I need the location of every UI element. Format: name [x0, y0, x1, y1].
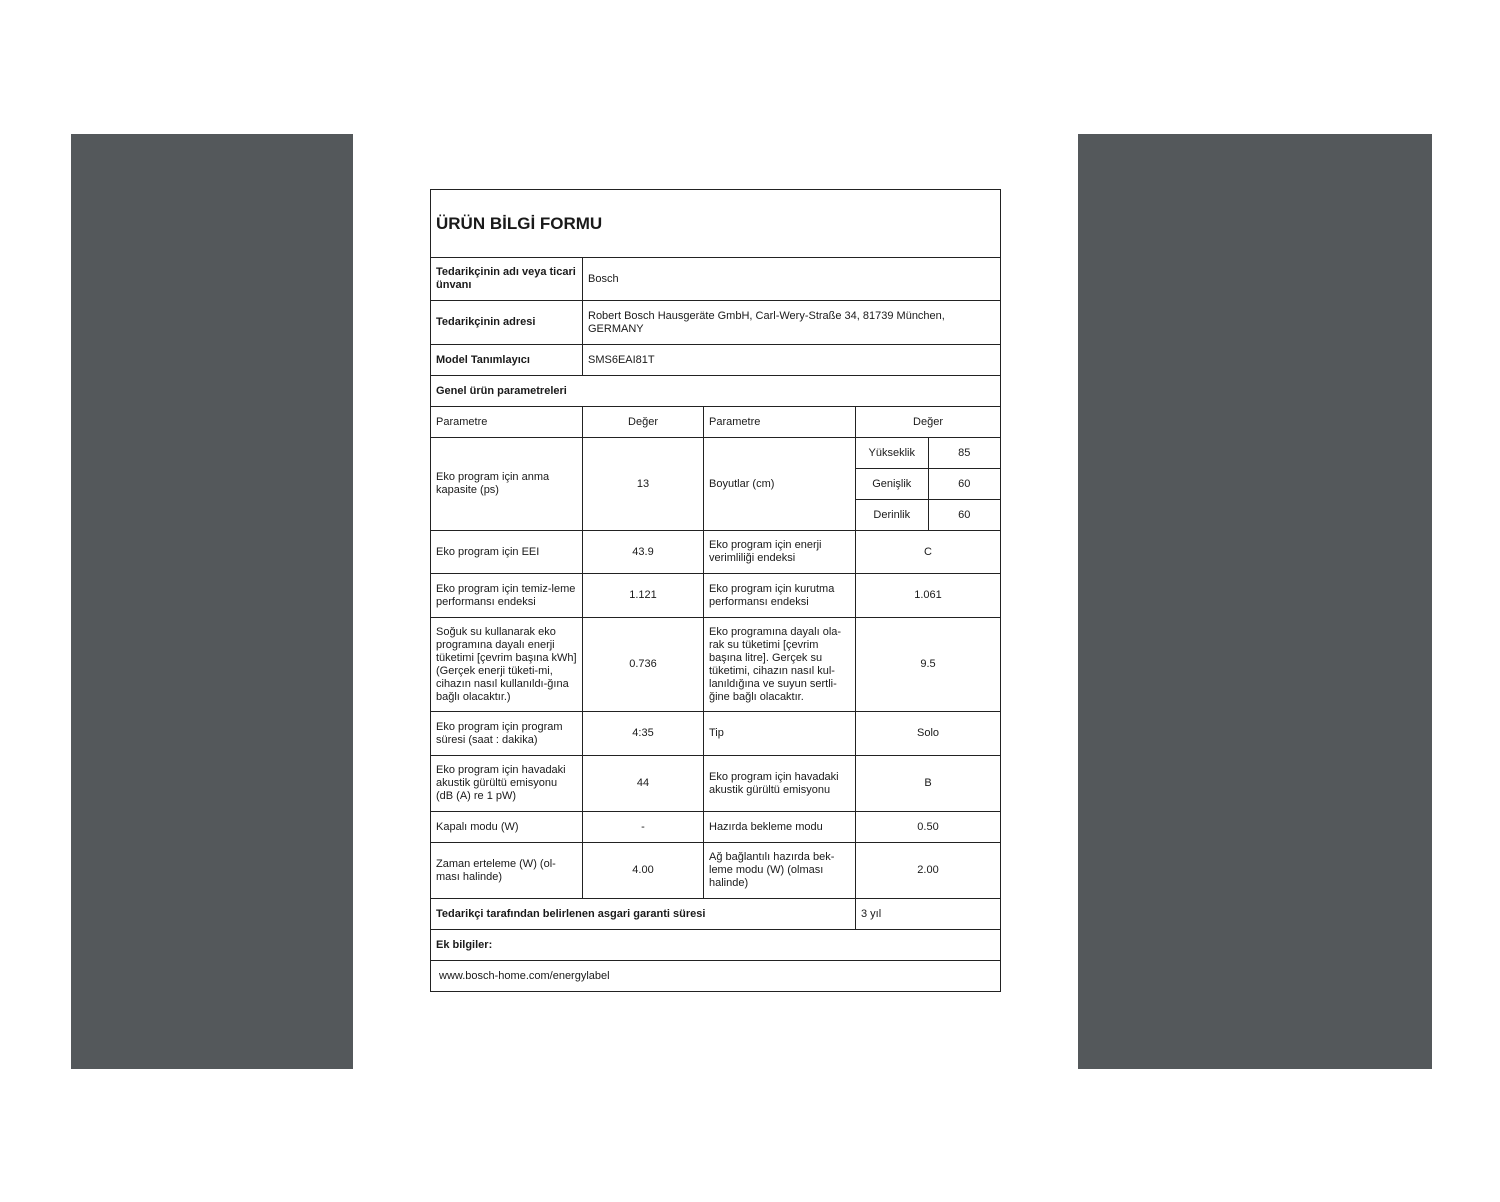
row-param-2: Eko programına dayalı ola-rak su tüketimi [çevrim başına litre]. Gerçek su tüketimi, cihazın nasıl kul-lanıldığına ve suyun sertli-ğine bağlı olacaktır.: [704, 618, 856, 712]
row-value: 13: [583, 438, 704, 531]
row-param: Eko program için program süresi (saat : dakika): [431, 712, 583, 756]
row-value-2: 2.00: [856, 843, 1001, 899]
row-value: 0.736: [583, 618, 704, 712]
row-param-2: Eko program için kurutma performansı endeksi: [704, 574, 856, 618]
row-value-2: 9.5: [856, 618, 1001, 712]
supplier-name-label: Tedarikçinin adı veya ticari ünvanı: [431, 258, 583, 301]
row-value: 4.00: [583, 843, 704, 899]
row-value: 1.121: [583, 574, 704, 618]
warranty-value: 3 yıl: [856, 899, 1001, 930]
row-value-2: 1.061: [856, 574, 1001, 618]
row-param-2: Eko program için enerji verimliliği endeksi: [704, 531, 856, 574]
supplier-address-value: Robert Bosch Hausgeräte GmbH, Carl-Wery-Straße 34, 81739 München, GERMANY: [583, 301, 1001, 345]
dimensions-table: [856, 438, 1000, 530]
row-param-2: Tip: [704, 712, 856, 756]
row-value: 43.9: [583, 531, 704, 574]
additional-info-label: Ek bilgiler:: [431, 930, 1001, 961]
general-params-heading: Genel ürün parametreleri: [431, 376, 1001, 407]
dimension-value: 60: [928, 469, 1000, 500]
product-info-table: [430, 189, 1001, 992]
row-param: Eko program için EEI: [431, 531, 583, 574]
dimension-label: Yükseklik: [856, 438, 928, 469]
header-value: Değer: [583, 407, 704, 438]
row-param-2: Eko program için havadaki akustik gürültü emisyonu: [704, 756, 856, 812]
row-value-2: B: [856, 756, 1001, 812]
row-value-2: C: [856, 531, 1001, 574]
header-value-2: Değer: [856, 407, 1001, 438]
title-cell: [431, 190, 1001, 258]
product-info-sheet: [430, 189, 1000, 992]
row-param: Eko program için temiz-leme performansı endeksi: [431, 574, 583, 618]
page-title: ÜRÜN BİLGİ FORMU: [436, 213, 603, 233]
dimension-label: Genişlik: [856, 469, 928, 500]
row-value-2: Solo: [856, 712, 1001, 756]
dimension-label: Derinlik: [856, 500, 928, 531]
supplier-name-value: Bosch: [583, 258, 1001, 301]
row-param: Kapalı modu (W): [431, 812, 583, 843]
row-value: 44: [583, 756, 704, 812]
header-param: Parametre: [431, 407, 583, 438]
row-value: -: [583, 812, 704, 843]
model-label: Model Tanımlayıcı: [431, 345, 583, 376]
dimensions-cell: [856, 438, 1001, 531]
row-param: Eko program için anma kapasite (ps): [431, 438, 583, 531]
header-param-2: Parametre: [704, 407, 856, 438]
row-param-2: Boyutlar (cm): [704, 438, 856, 531]
dimension-value: 85: [928, 438, 1000, 469]
row-value: 4:35: [583, 712, 704, 756]
row-param-2: Ağ bağlantılı hazırda bek-leme modu (W) (olması halinde): [704, 843, 856, 899]
row-value-2: 0.50: [856, 812, 1001, 843]
left-side-panel: [71, 134, 353, 1069]
model-value: SMS6EAI81T: [583, 345, 1001, 376]
energy-label-link[interactable]: www.bosch-home.com/energylabel: [431, 961, 1001, 992]
warranty-label: Tedarikçi tarafından belirlenen asgari garanti süresi: [431, 899, 856, 930]
right-side-panel: [1078, 134, 1432, 1069]
dimension-value: 60: [958, 508, 971, 521]
row-param: Soğuk su kullanarak eko programına dayalı enerji tüketimi [çevrim başına kWh] (Gerçek enerji tüketi-mi, cihazın nasıl kullanıldı-ğına bağlı olacaktır.): [431, 618, 583, 712]
row-param-2: Hazırda bekleme modu: [704, 812, 856, 843]
supplier-address-label: Tedarikçinin adresi: [431, 301, 583, 345]
row-param: Zaman erteleme (W) (ol-ması halinde): [431, 843, 583, 899]
row-param: Eko program için havadaki akustik gürültü emisyonu (dB (A) re 1 pW): [431, 756, 583, 812]
